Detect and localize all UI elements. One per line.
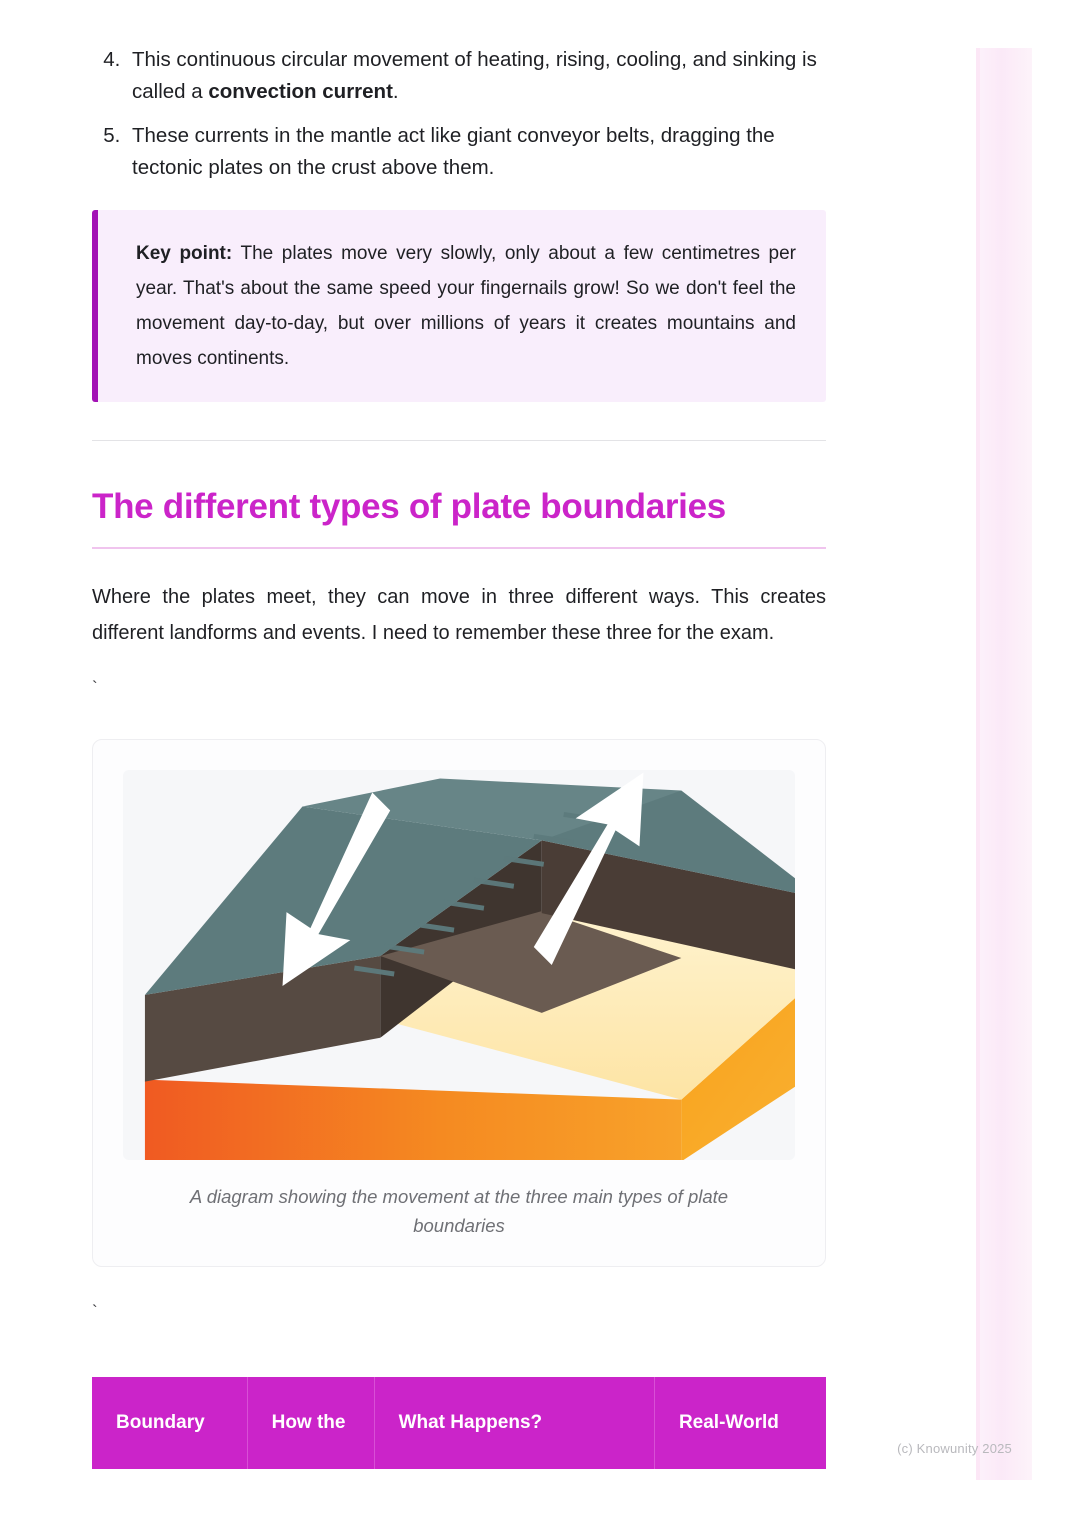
- list-item: [126, 44, 826, 108]
- list-item: [126, 120, 826, 184]
- table-header-boundary: Boundary: [92, 1377, 248, 1469]
- step-text-after: .: [392, 80, 399, 103]
- plate-boundary-diagram-image: [123, 770, 795, 1160]
- table-header-how-the: How the: [248, 1377, 375, 1469]
- numbered-steps-list: [92, 44, 826, 184]
- title-underline: [92, 547, 826, 549]
- stray-backtick-bottom: `: [92, 1302, 98, 1321]
- key-point-text: [136, 236, 796, 376]
- key-point-body: The plates move very slowly, only about a few centimetres per year. That's about the same speed your fingernails grow! So we don't feel the movement day-to-day, but over millions of years it creates mountains and moves continents.: [136, 243, 796, 369]
- table-header-what-happens: What Happens?: [375, 1377, 655, 1469]
- watermark: (c) Knowunity 2025: [897, 1441, 1012, 1456]
- key-point-callout: [92, 210, 826, 402]
- plate-boundary-diagram-svg: [123, 770, 795, 1160]
- step-text-before: This continuous circular movement of heating, rising, cooling, and sinking is called a: [132, 48, 817, 103]
- key-point-label: Key point:: [136, 243, 233, 264]
- intro-paragraph: Where the plates meet, they can move in three different ways. This creates different landforms and events. I need to remember these three for the exam.: [92, 586, 826, 644]
- figure-caption: A diagram showing the movement at the three main types of plate boundaries: [189, 1186, 729, 1236]
- document-content: [92, 44, 826, 1469]
- section-divider: [92, 440, 826, 441]
- boundaries-table-header-row: [92, 1377, 826, 1469]
- page-side-decoration: [976, 48, 1032, 1480]
- table-header-real-world: Real-World: [655, 1377, 826, 1469]
- stray-backtick-top: `: [92, 678, 98, 697]
- step-text-before: These currents in the mantle act like giant conveyor belts, dragging the tectonic plates on the crust above them.: [132, 124, 775, 179]
- page-side-decoration-edge: [976, 48, 980, 1480]
- page-title: The different types of plate boundaries: [92, 487, 726, 526]
- step-bold-term: convection current: [208, 80, 393, 103]
- figure-card: [92, 739, 826, 1267]
